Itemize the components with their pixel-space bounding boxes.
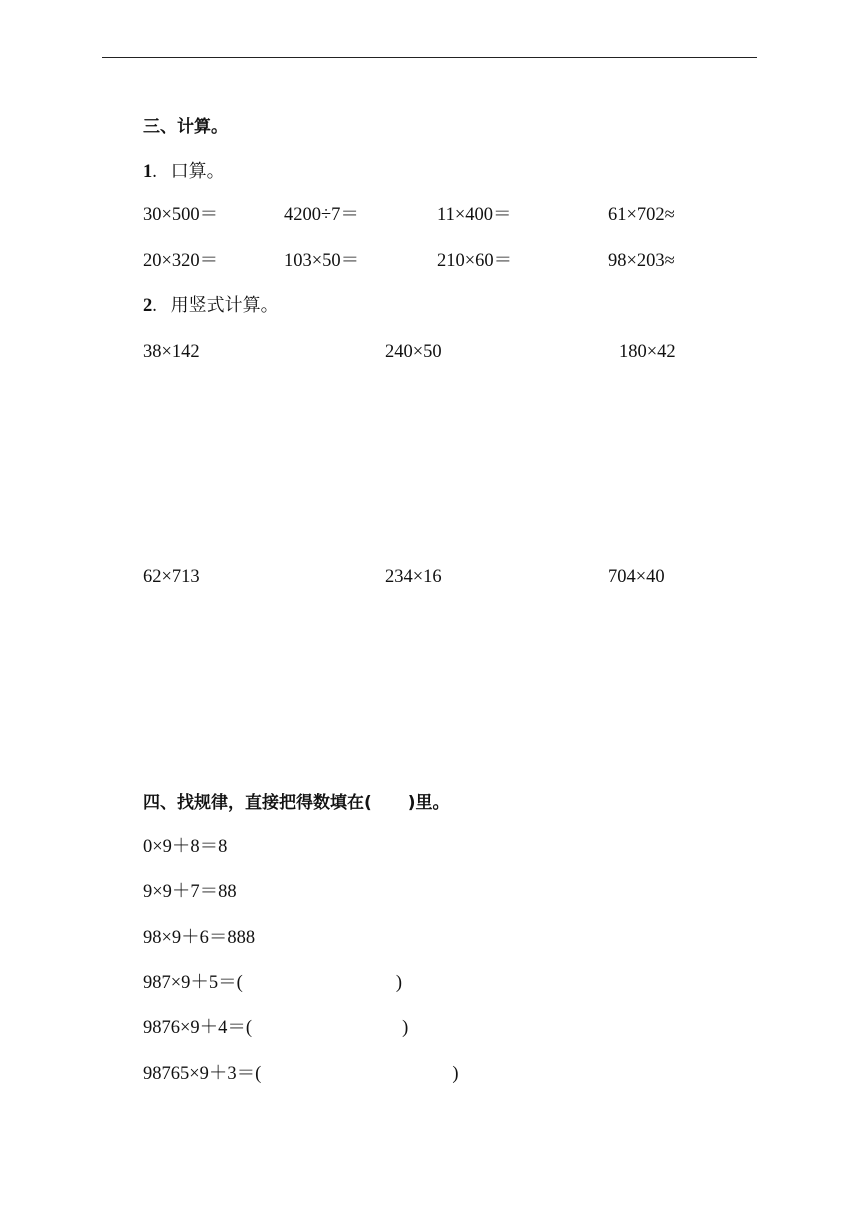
vertical-calc-4: 62×713	[143, 567, 200, 587]
part-2-heading	[143, 295, 279, 317]
pattern-blank-line-2	[143, 1017, 408, 1039]
part-1-separator: .	[152, 162, 157, 182]
pattern-blank-1-suffix: )	[395, 973, 403, 993]
vertical-calc-2: 240×50	[385, 342, 442, 362]
oral-calc-7: 210×60＝	[437, 251, 513, 271]
part-1-heading	[143, 161, 225, 183]
oral-calc-5: 20×320＝	[143, 251, 219, 271]
vertical-calc-5: 234×16	[385, 567, 442, 587]
header-rule	[102, 57, 757, 58]
oral-calc-4: 61×702≈	[608, 205, 675, 225]
pattern-blank-3-suffix: )	[452, 1064, 459, 1084]
pattern-blank-2-suffix: )	[402, 1018, 409, 1038]
pattern-blank-3-prefix: 98765×9＋3＝(	[143, 1064, 262, 1084]
vertical-calc-3: 180×42	[619, 342, 676, 362]
section-3-title: 三、计算。	[143, 117, 228, 137]
vertical-calc-6: 704×40	[608, 567, 665, 587]
section-4-title-end: )里。	[407, 793, 450, 813]
pattern-blank-line-3	[143, 1063, 459, 1085]
part-1-label: 口算。	[170, 161, 225, 182]
part-1-number: 1	[143, 162, 153, 182]
part-2-number: 2	[143, 296, 153, 316]
oral-calc-8: 98×203≈	[608, 251, 675, 271]
pattern-line-2: 9×9＋7＝88	[143, 882, 237, 902]
vertical-calc-1: 38×142	[143, 342, 200, 362]
oral-calc-2: 4200÷7＝	[284, 205, 359, 225]
section-4-title	[143, 792, 450, 814]
oral-calc-6: 103×50＝	[284, 251, 360, 271]
pattern-line-3: 98×9＋6＝888	[143, 928, 256, 948]
pattern-blank-1-prefix: 987×9＋5＝(	[143, 973, 243, 993]
section-4-title-start: 四、找规律，直接把得数填在(	[143, 793, 372, 813]
part-2-separator: .	[152, 296, 157, 316]
pattern-line-1: 0×9＋8＝8	[143, 837, 228, 857]
pattern-blank-line-1	[143, 972, 402, 994]
oral-calc-3: 11×400＝	[437, 205, 512, 225]
oral-calc-1: 30×500＝	[143, 205, 219, 225]
part-2-label: 用竖式计算。	[170, 295, 279, 316]
pattern-blank-2-prefix: 9876×9＋4＝(	[143, 1018, 253, 1038]
